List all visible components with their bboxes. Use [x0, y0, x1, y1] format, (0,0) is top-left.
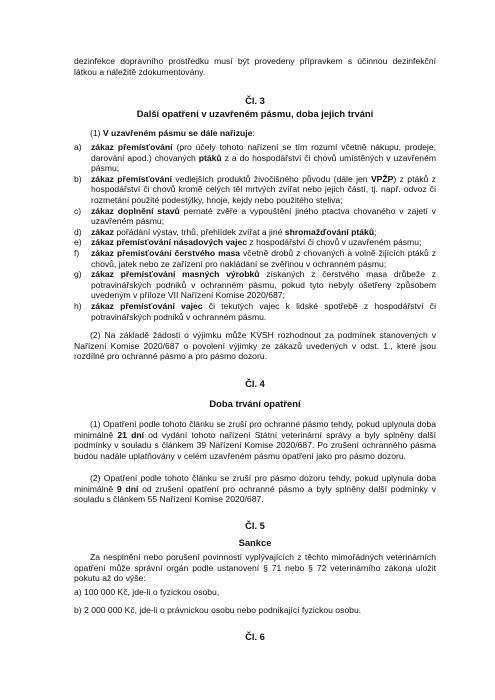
emphasis-text: zákaz přemísťování násadových vajec	[91, 237, 248, 248]
duration-ochranne: 21 dní	[117, 429, 144, 440]
article-5-intro: Za nesplnění nebo porušení povinností vyplývajících z těchto mimořádných veterinárních opatření může správní orgán podle ustanovení § 71 nebo § 72 veterinárního zákona uložit pokutu až do výše:	[74, 552, 436, 584]
list-item	[74, 248, 436, 269]
item-text: či tekutých vajec k lidské spotřebě z hospodářství či potravinářských podniků v ochranném pásmu.	[91, 300, 436, 322]
article-4-title: Doba trvání opatření	[209, 398, 301, 409]
penalty-a: a) 100 000 Kč, jde-li o fyzickou osobu,	[74, 587, 220, 597]
intro-paragraph: dezinfekce dopravního prostředku musí být provedeny přípravkem s účinnou dezinfekční látkou a náležitě zdokumentovány.	[74, 56, 436, 77]
item-text: (pro účely tohoto nařízení se tím rozumí včetně nákupu, prodeje, darování apod.) chovaných	[91, 142, 436, 163]
item-text: z a do hospodářství či chovů umístěných v uzavřeném pásmu;	[91, 152, 437, 174]
emphasis-text: zákaz přemísťování	[91, 173, 173, 184]
list-item	[74, 174, 436, 206]
list-item	[74, 269, 436, 301]
list-marker: b)	[74, 173, 82, 184]
prohibition-list	[74, 142, 436, 322]
emphasis-text: zákaz přemísťování vajec	[91, 300, 203, 311]
item-text: z hospodářství či chovů v uzavřeném pásmu;	[247, 237, 422, 248]
list-item	[74, 237, 436, 248]
article-5-heading: Čl. 5	[245, 520, 265, 531]
list-marker: c)	[74, 205, 82, 216]
list-marker: d)	[74, 226, 82, 237]
emphasis-text: shromažďování ptáků	[284, 226, 375, 237]
text: (2) Opatření podle tohoto článku se zruší pro pásmo dozoru tehdy, pokud uplynula doba minimálně	[74, 473, 436, 494]
penalty-b: b) 2 000 000 Kč, jde-li o právnickou osobu nebo podnikající fyzickou osobu.	[74, 605, 362, 615]
item-text: pořádání výstav, trhů, přehlídek zvířat a jiné	[113, 226, 285, 237]
item-text: pernaté zvěře a vypouštění jiného ptactva chovaného v zajetí v uzavřeném pásmu;	[91, 205, 436, 227]
item-text: ;	[374, 226, 377, 237]
item-text: vedlejších produktů živočišného původu (dále jen	[172, 173, 371, 184]
emphasis-text: VPŽP	[370, 173, 394, 184]
article-4-heading: Čl. 4	[245, 378, 265, 389]
emphasis-text: zákaz přemísťování	[91, 142, 173, 152]
item-text: ) z ptáků z hospodářství či chovů kromě celých těl mrtvých zvířat nebo jejich částí, tj. např. odvoz či rozmetání použité podestýlky, hnoje, kejdy nebo použitého steliva;	[91, 173, 436, 205]
article-5-title: Sankce	[238, 537, 272, 548]
paragraph-colon: :	[252, 128, 255, 138]
duration-dozor: 9 dní	[116, 483, 139, 494]
paragraph-number: (1)	[90, 128, 101, 138]
emphasis-text: ptáků	[198, 152, 222, 163]
list-item	[74, 142, 436, 174]
text: od vydání tohoto nařízení Státní veterinární správy a byly splněny další podmínky v souladu s článkem 39 Nařízení Komise 2020/687. Po zrušení ochranného pásma budou nadále uplatňovány v celém uzavřeném pásmu opatření jako pro pásmo dozoru.	[74, 429, 436, 461]
list-marker: h)	[74, 300, 82, 311]
text: (1) Opatření podle tohoto článku se zruší pro ochranné pásmo tehdy, pokud uplynula doba minimálně	[74, 419, 436, 440]
text: od zrušení opatření pro ochranné pásmo a byly splněny další podmínky v souladu s článkem 55 Nařízení Komise 2020/687.	[74, 483, 436, 505]
emphasis-text: zákaz přemísťování masných výrobků	[91, 269, 260, 280]
paragraph-lead: V uzavřeném pásmu se dále nařizuje	[102, 128, 253, 138]
list-marker: e)	[74, 237, 82, 248]
list-marker: g)	[74, 269, 82, 280]
emphasis-text: zákaz	[91, 226, 114, 237]
list-item	[74, 227, 436, 238]
item-text: získaných z čerstvého masa drůbeže z potravinářských podniků v ochranném pásmu, pokud tyto nebyly ošetřeny způsobem uvedeným v příloze VII Nařízení Komise 2020/687;	[91, 269, 436, 301]
article-3-paragraph-1	[74, 128, 436, 139]
article-3-heading: Čl. 3	[245, 95, 265, 106]
article-3-paragraph-2: (2) Na základě žádosti o výjimku může KVSH rozhodnout za podmínek stanovených v Nařízení Komise 2020/687 o povolení výjimky ze zákazů uvedených v odst. 1., které jsou rozdílné pro ochranné pásmo a pro pásmo dozoru.	[74, 330, 436, 362]
article-3-title: Další opatření v uzavřeném pásmu, doba jejich trvání	[136, 108, 374, 119]
emphasis-text: zákaz přemísťování čerstvého masa	[91, 247, 241, 258]
emphasis-text: zákaz doplnění stavů	[91, 205, 180, 216]
list-item	[74, 206, 436, 227]
list-marker: f)	[74, 247, 80, 258]
article-4-paragraph-2	[74, 473, 436, 505]
item-text: včetně drobů z chovaných a volně žijících ptáků z chovů, jatek nebo ze zařízení pro nakládání se zvěřinou v ochranném pásmu;	[91, 247, 436, 269]
article-6-heading: Čl. 6	[245, 631, 265, 642]
article-4-paragraph-1	[74, 419, 436, 461]
list-item	[74, 301, 436, 322]
list-marker: a)	[74, 142, 82, 152]
